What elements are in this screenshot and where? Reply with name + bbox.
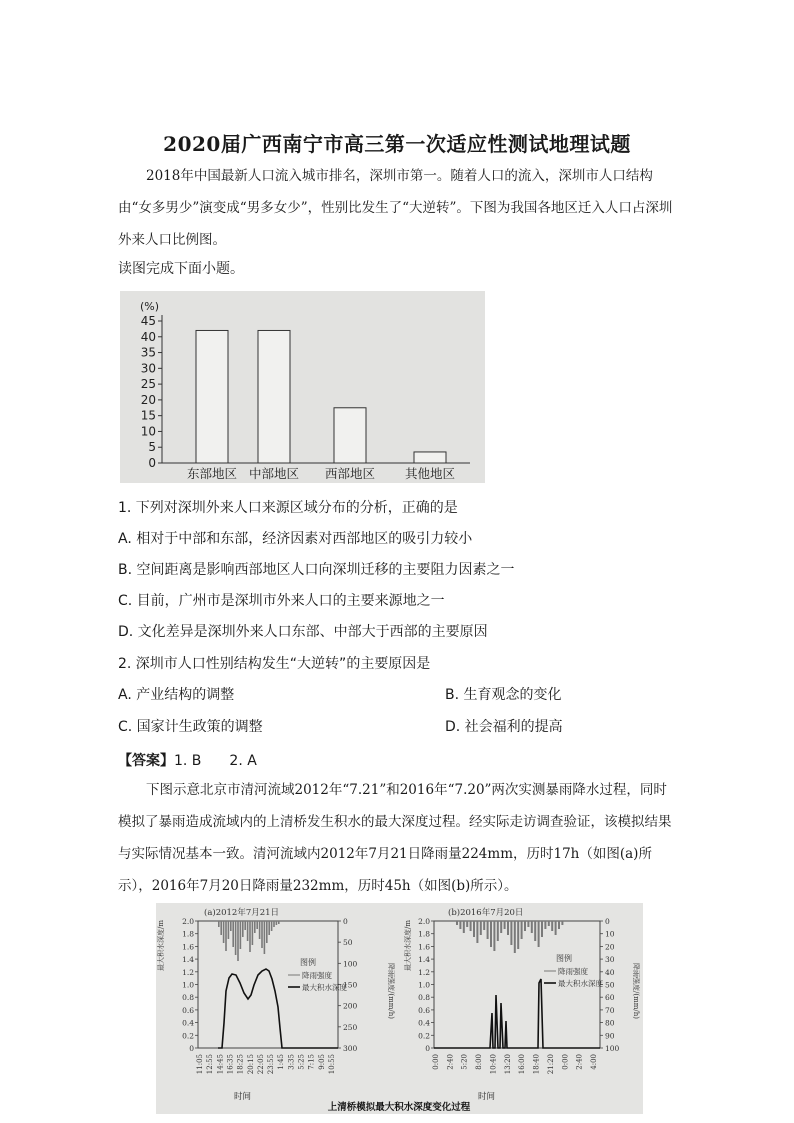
rain-bar xyxy=(466,921,468,927)
rain-bar xyxy=(551,921,553,931)
rain-bar xyxy=(493,921,495,951)
right-tick-label: 0 xyxy=(605,917,610,926)
waterlogging-figure-svg xyxy=(156,903,643,1114)
rain-bar xyxy=(521,921,523,939)
x-tick-label: 11:05 xyxy=(196,1054,204,1075)
right-tick-label: 10 xyxy=(605,929,615,939)
x-tick-label: 0:00 xyxy=(561,1054,570,1070)
left-tick-label: 1.0 xyxy=(418,980,430,990)
rain-bar xyxy=(252,921,254,945)
right-tick-label: 40 xyxy=(605,967,615,977)
bar-4 xyxy=(414,452,446,463)
x-tick-label: 10:40 xyxy=(489,1054,498,1075)
right-tick-label: 150 xyxy=(343,980,358,990)
rain-bar xyxy=(276,921,278,925)
left-tick-label: 0.8 xyxy=(418,993,430,1003)
y-tick-label: 45 xyxy=(140,314,156,328)
x-tick-label: 4:00 xyxy=(590,1054,598,1070)
x-tick-label: 8:00 xyxy=(475,1054,484,1070)
panel-b-title: (b)2016年7月20日 xyxy=(448,908,524,918)
rain-bar xyxy=(487,921,489,939)
y-tick-label: 35 xyxy=(140,345,156,360)
rain-bar xyxy=(264,921,266,954)
rain-bar xyxy=(261,921,263,948)
rain-bar xyxy=(538,921,540,947)
right-tick-label: 200 xyxy=(343,1001,358,1011)
waterlogging-figure xyxy=(156,903,643,1114)
panel-b-right-axis-label: 降雨强度/(mm/h) xyxy=(632,963,640,1019)
bar-2 xyxy=(258,330,290,463)
rain-bar xyxy=(271,921,273,931)
panel-b-legend-depth: 最大积水深度 xyxy=(558,979,603,988)
rain-bar xyxy=(230,921,232,931)
left-tick-label: 1.4 xyxy=(418,955,430,965)
right-tick-label: 80 xyxy=(605,1018,615,1028)
category-label: 其他地区 xyxy=(404,466,456,481)
rain-bar xyxy=(273,921,275,927)
rain-bar xyxy=(223,921,225,943)
rain-bar xyxy=(507,921,509,935)
answer-text: 1. B 2. A xyxy=(174,753,257,769)
panel-a-rain-bars xyxy=(218,921,280,961)
population-bar-chart xyxy=(120,291,485,483)
right-tick-label: 70 xyxy=(605,1005,615,1015)
rain-bar xyxy=(561,921,563,925)
rain-bar xyxy=(483,921,485,930)
rain-bar xyxy=(500,921,502,933)
x-tick-label: 1:45 xyxy=(277,1054,286,1070)
answer-label: 【答案】 xyxy=(118,753,174,769)
right-tick-label: 0 xyxy=(343,917,348,926)
rain-bar xyxy=(256,921,258,929)
rain-bar xyxy=(459,921,461,929)
rain-bar xyxy=(514,921,516,953)
bar-1 xyxy=(196,330,228,463)
x-tick-label: 2:40 xyxy=(575,1054,584,1070)
left-tick-label: 0.8 xyxy=(182,993,194,1003)
x-tick-label: 22:05 xyxy=(256,1054,265,1075)
rain-bar xyxy=(266,921,268,943)
panel-a-left-axis-label: 最大积水深度/m xyxy=(157,920,165,971)
rain-bar xyxy=(244,921,246,930)
x-tick-label: 18:40 xyxy=(532,1054,541,1075)
rain-bar xyxy=(470,921,472,931)
category-label: 西部地区 xyxy=(324,466,376,481)
panel-a-title: (a)2012年7月21日 xyxy=(204,908,280,918)
panel-b-x-label: 时间 xyxy=(478,1092,496,1102)
bar-chart-svg xyxy=(120,291,485,483)
y-tick-label: 0 xyxy=(148,456,156,470)
panel-a-legend-rain: 降雨强度 xyxy=(302,971,332,980)
rain-bar xyxy=(228,921,230,939)
rain-bar xyxy=(220,921,222,935)
panel-a-legend-depth: 最大积水深度 xyxy=(302,983,347,992)
right-tick-label: 90 xyxy=(605,1031,615,1041)
y-axis-label: (%) xyxy=(140,300,160,313)
rain-bar xyxy=(278,921,280,924)
bar-3 xyxy=(334,408,366,463)
right-tick-label: 30 xyxy=(605,955,615,965)
rain-bar xyxy=(504,921,506,929)
left-tick-label: 1.2 xyxy=(182,967,194,977)
rain-bar xyxy=(541,921,543,937)
question-2-stem: 2. 深圳市人口性别结构发生“大逆转”的主要原因是 xyxy=(118,656,431,672)
question-2-option-b[interactable]: B. 生育观念的变化 xyxy=(445,687,562,703)
rain-bar xyxy=(555,921,557,935)
rain-bar xyxy=(249,921,251,952)
question-1-option-a[interactable]: A. 相对于中部和东部，经济因素对西部地区的吸引力较小 xyxy=(118,531,473,547)
rain-bar xyxy=(497,921,499,941)
question-2-option-c[interactable]: C. 国家计生政策的调整 xyxy=(118,719,263,735)
right-tick-label: 250 xyxy=(343,1022,358,1032)
left-tick-label: 0.6 xyxy=(182,1005,194,1015)
rain-bar xyxy=(235,921,237,955)
question-2-option-a[interactable]: A. 产业结构的调整 xyxy=(118,687,235,703)
question-1-stem: 1. 下列对深圳外来人口来源区域分布的分析，正确的是 xyxy=(118,500,458,516)
rain-bar xyxy=(476,921,478,943)
rain-bar xyxy=(232,921,234,947)
y-tick-label: 10 xyxy=(140,424,156,439)
rain-bar xyxy=(510,921,512,945)
left-tick-label: 0 xyxy=(425,1044,430,1053)
panel-b-left-axis-label: 最大积水深度/m xyxy=(404,920,412,971)
left-tick-label: 2.0 xyxy=(182,917,194,926)
left-tick-label: 1.8 xyxy=(418,929,430,939)
right-tick-label: 20 xyxy=(605,942,615,952)
rain-bar xyxy=(527,921,529,927)
passage-2: 下图示意北京市清河流域2012年“7.21”和2016年“7.20”两次实测暴雨降水过程，同时模拟了暴雨造成流域内的上清桥发生积水的最大深度过程。经实际走访调查验证，该模拟结果与实际情况基本一致。清河流域内2012年7月21日降雨量224mm，历时17h（如图(a)所示），2016年7月20日降雨量232mm，历时45h（如图(b)所示）。 xyxy=(118,782,672,894)
left-tick-label: 0.4 xyxy=(418,1018,430,1028)
panel-b-depth-curve xyxy=(434,979,600,1048)
x-tick-label: 2:40 xyxy=(446,1054,455,1070)
left-tick-label: 1.6 xyxy=(182,942,194,952)
category-label: 东部地区 xyxy=(186,466,238,481)
panel-a-legend-title: 图例 xyxy=(300,958,316,967)
right-tick-label: 100 xyxy=(343,959,358,969)
x-tick-label: 21:20 xyxy=(546,1054,555,1075)
panel-a-right-axis-label: 降雨强度/(mm/h) xyxy=(387,963,395,1019)
right-tick-label: 60 xyxy=(605,993,615,1003)
x-tick-label: 20:15 xyxy=(246,1054,255,1075)
rain-bar xyxy=(473,921,475,937)
y-tick-label: 30 xyxy=(140,361,156,376)
rain-bar xyxy=(558,921,560,929)
category-label: 中部地区 xyxy=(248,466,300,481)
rain-bar xyxy=(524,921,526,931)
question-1-option-c[interactable]: C. 目前，广州市是深圳市外来人口的主要来源地之一 xyxy=(118,593,445,609)
page-title: 2020届广西南宁市高三第一次适应性测试地理试题 xyxy=(163,132,631,156)
rain-bar xyxy=(247,921,249,941)
answer-line xyxy=(118,750,257,770)
panel-a-depth-curve xyxy=(218,969,338,1048)
y-tick-label: 20 xyxy=(140,392,156,407)
rain-bar xyxy=(490,921,492,947)
x-tick-label: 0:00 xyxy=(432,1054,440,1070)
right-tick-label: 100 xyxy=(605,1044,620,1053)
x-tick-label: 7:15 xyxy=(307,1054,316,1070)
panel-b-legend-rain: 降雨强度 xyxy=(558,967,588,976)
x-tick-label: 23:55 xyxy=(267,1054,276,1075)
right-tick-label: 50 xyxy=(605,980,615,990)
rain-bar xyxy=(225,921,227,951)
y-tick-label: 15 xyxy=(140,408,156,423)
right-tick-label: 50 xyxy=(343,938,353,948)
left-tick-label: 2.0 xyxy=(418,917,430,926)
x-tick-label: 3:35 xyxy=(287,1054,296,1070)
rain-bar xyxy=(259,921,261,939)
x-tick-label: 9:05 xyxy=(317,1054,326,1070)
panel-b-legend-title: 图例 xyxy=(556,954,572,963)
rain-bar xyxy=(548,921,550,926)
y-tick-label: 5 xyxy=(148,440,156,455)
panel-a-x-label: 时间 xyxy=(234,1092,252,1102)
rain-bar xyxy=(480,921,482,935)
rain-bar xyxy=(463,921,465,933)
rain-bar xyxy=(237,921,239,961)
rain-bar xyxy=(531,921,533,933)
intro-paragraph: 2018年中国最新人口流入城市排名，深圳市第一。随着人口的流入，深圳市人口结构由“女多男少”演变成“男多女少”，性别比发生了“大逆转”。下图为我国各地区迁入人口占深圳外来人口比例图。 xyxy=(118,168,673,248)
question-1-option-b[interactable]: B. 空间距离是影响西部地区人口向深圳迁移的主要阻力因素之一 xyxy=(118,562,515,578)
left-tick-label: 0 xyxy=(189,1044,194,1053)
left-tick-label: 1.8 xyxy=(182,929,194,939)
x-tick-label: 5:20 xyxy=(460,1054,469,1070)
x-tick-label: 18:25 xyxy=(236,1054,245,1075)
left-tick-label: 1.6 xyxy=(418,942,430,952)
rain-bar xyxy=(517,921,519,949)
x-tick-label: 16:35 xyxy=(226,1054,235,1075)
left-tick-label: 1.4 xyxy=(182,955,194,965)
left-tick-label: 1.0 xyxy=(182,980,194,990)
x-tick-label: 10:55 xyxy=(328,1054,336,1075)
left-tick-label: 0.6 xyxy=(418,1005,430,1015)
y-tick-label: 40 xyxy=(140,329,156,344)
question-1-option-d[interactable]: D. 文化差异是深圳外来人口东部、中部大于西部的主要原因 xyxy=(118,624,488,640)
rain-bar xyxy=(544,921,546,929)
instruction: 读图完成下面小题。 xyxy=(118,261,244,277)
figure-2-caption: 上清桥模拟最大积水深度变化过程 xyxy=(327,1102,471,1113)
left-tick-label: 0.2 xyxy=(418,1031,430,1041)
rain-bar xyxy=(218,921,220,927)
left-tick-label: 0.4 xyxy=(182,1018,194,1028)
rain-bar xyxy=(242,921,244,937)
x-tick-label: 5:25 xyxy=(297,1054,306,1070)
left-tick-label: 1.2 xyxy=(418,967,430,977)
x-tick-label: 12:55 xyxy=(206,1054,215,1075)
x-tick-label: 14:45 xyxy=(216,1054,225,1075)
question-2-option-d[interactable]: D. 社会福利的提高 xyxy=(445,719,563,735)
rain-bar xyxy=(456,921,458,925)
rain-bar xyxy=(254,921,256,933)
left-tick-label: 0.2 xyxy=(182,1031,194,1041)
rain-bar xyxy=(268,921,270,935)
rain-bar xyxy=(240,921,242,949)
panel-b-rain-bars xyxy=(456,921,563,953)
rain-bar xyxy=(534,921,536,941)
x-tick-label: 16:00 xyxy=(518,1054,527,1075)
right-tick-label: 300 xyxy=(343,1044,358,1053)
y-tick-label: 25 xyxy=(140,377,156,392)
x-tick-label: 13:20 xyxy=(503,1054,512,1075)
